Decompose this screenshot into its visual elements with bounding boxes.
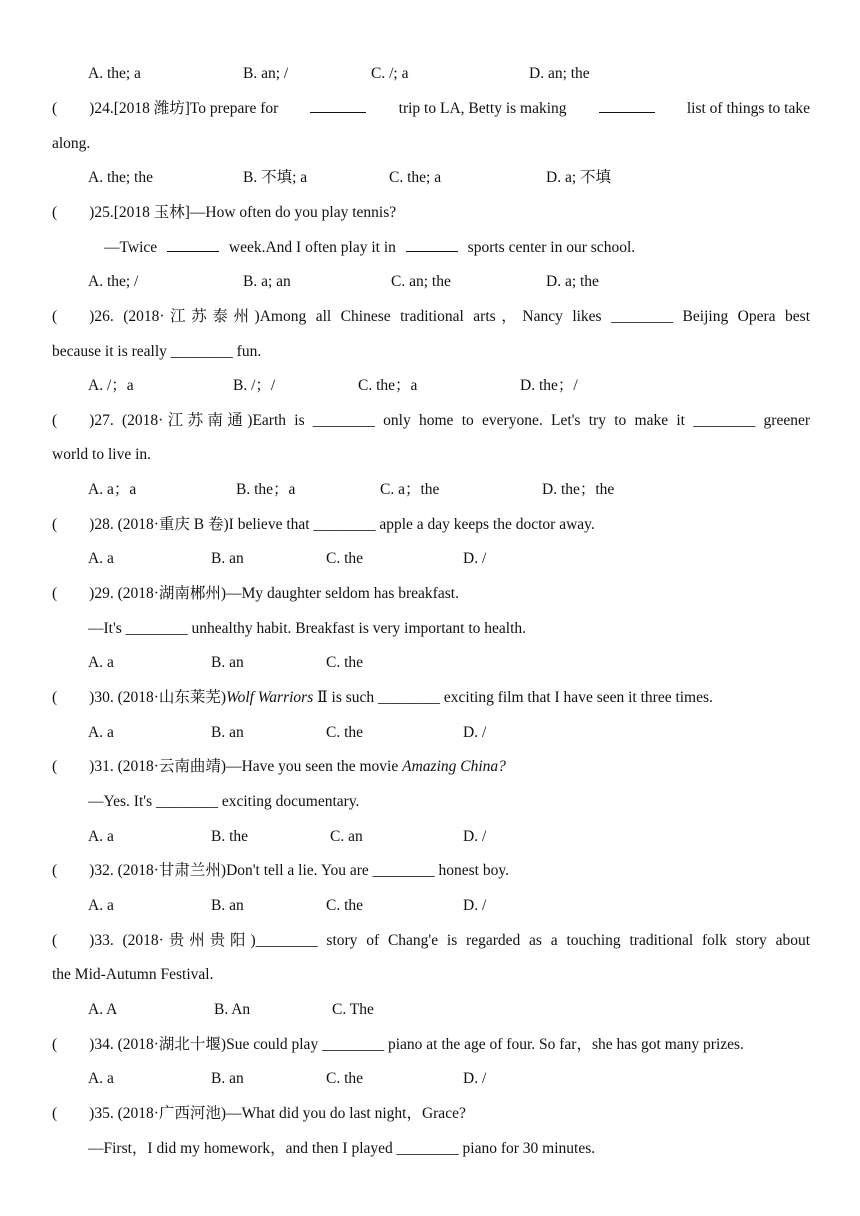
q33-option-a: A. A: [88, 1001, 118, 1018]
q31-option-b: B. the: [211, 828, 249, 845]
q26-option-b: B. /；/: [233, 377, 276, 394]
q26-option-a: A. /；a: [88, 377, 134, 394]
q34-option-c: C. the: [326, 1070, 364, 1087]
q24-continuation: along.: [52, 135, 91, 152]
q23-option-a: A. the; a: [88, 65, 141, 82]
q26-option-d: D. the；/: [520, 377, 578, 394]
q27-option-a: A. a；a: [88, 481, 137, 498]
q33-option-c: C. The: [332, 1001, 374, 1018]
q24-text-2: trip to LA, Betty is making: [398, 100, 567, 117]
q30-stem: [52, 688, 810, 708]
q34-option-a: A. a: [88, 1070, 114, 1087]
q30-text-rest: Ⅱ is such ________ exciting film that I have seen it three times.: [313, 689, 713, 706]
q29-open-paren: (: [52, 585, 58, 602]
q27-option-b: B. the；a: [236, 481, 296, 498]
q28-text: )28. (2018·重庆 B 卷)I believe that ________ apple a day keeps the doctor away.: [89, 516, 595, 533]
q26-text: )26. (2018·江苏泰州)Among all Chinese traditional arts，Nancy likes ________ Beijing Opera best: [89, 308, 810, 325]
q25-blank-2: [406, 238, 458, 252]
q31-text: )31. (2018·云南曲靖)—Have you seen the movie: [89, 758, 403, 775]
q24-stem: [52, 99, 810, 119]
q25-option-c: C. an; the: [391, 273, 451, 290]
q29-stem: [52, 584, 810, 604]
q26-stem: [52, 307, 810, 327]
q31-reply: —Yes. It's ________ exciting documentary.: [88, 793, 360, 810]
q23-option-b: B. an; /: [243, 65, 289, 82]
q29-option-b: B. an: [211, 654, 244, 671]
q34-open-paren: (: [52, 1036, 58, 1053]
q25-reply: [104, 238, 635, 258]
q32-text: )32. (2018·甘肃兰州)Don't tell a lie. You are ________ honest boy.: [89, 862, 509, 879]
q24-text-3: list of things to take: [686, 100, 810, 117]
q35-open-paren: (: [52, 1105, 58, 1122]
q28-option-b: B. an: [211, 550, 244, 567]
q33-continuation: the Mid-Autumn Festival.: [52, 966, 214, 983]
q25-option-a: A. the; /: [88, 273, 139, 290]
q31-option-d: D. /: [463, 828, 487, 845]
q25-reply-3: sports center in our school.: [467, 239, 636, 256]
q24-blank-1: [310, 99, 366, 113]
q27-option-d: D. the；the: [542, 481, 615, 498]
q28-option-a: A. a: [88, 550, 114, 567]
q30-option-b: B. an: [211, 724, 244, 741]
q31-open-paren: (: [52, 758, 58, 775]
q29-option-c: C. the: [326, 654, 364, 671]
q29-option-a: A. a: [88, 654, 114, 671]
q33-text: )33. (2018·贵州贵阳)________ story of Chang'e is regarded as a touching traditional folk story about: [89, 932, 810, 949]
q24-open-paren: (: [52, 100, 58, 117]
q24-blank-2: [599, 99, 655, 113]
q23-option-d: D. an; the: [529, 65, 590, 82]
q35-text: )35. (2018·广西河池)—What did you do last night，Grace?: [89, 1105, 466, 1122]
q31-option-c: C. an: [330, 828, 363, 845]
q25-open-paren: (: [52, 204, 58, 221]
q32-option-b: B. an: [211, 897, 244, 914]
q25-reply-2: week.And I often play it in: [228, 239, 396, 256]
q24-option-d: D. a; 不填: [546, 169, 612, 186]
q34-text: )34. (2018·湖北十堰)Sue could play ________ piano at the age of four. So far，she has got many prizes.: [89, 1036, 744, 1053]
q28-option-c: C. the: [326, 550, 364, 567]
q30-title-italic: Wolf Warriors: [226, 689, 314, 706]
q32-stem: [52, 861, 810, 881]
q27-continuation: world to live in.: [52, 446, 152, 463]
q33-stem: [52, 931, 810, 951]
q26-continuation: because it is really ________ fun.: [52, 343, 262, 360]
q26-option-c: C. the；a: [358, 377, 418, 394]
q30-option-a: A. a: [88, 724, 114, 741]
q28-open-paren: (: [52, 516, 58, 533]
q33-open-paren: (: [52, 932, 58, 949]
q27-text: )27. (2018·江苏南通)Earth is ________ only home to everyone. Let's try to make it ________ greener: [89, 412, 810, 429]
q30-option-d: D. /: [463, 724, 487, 741]
q25-option-b: B. a; an: [243, 273, 291, 290]
q28-option-d: D. /: [463, 550, 487, 567]
q31-stem: [52, 757, 810, 777]
q24-option-b: B. 不填; a: [243, 169, 308, 186]
q23-option-c: C. /; a: [371, 65, 409, 82]
q30-open-paren: (: [52, 689, 58, 706]
q25-text: )25.[2018 玉林]—How often do you play tennis?: [89, 204, 397, 221]
q35-reply: —First，I did my homework，and then I played ________ piano for 30 minutes.: [88, 1140, 596, 1157]
q34-option-b: B. an: [211, 1070, 244, 1087]
q34-stem: [52, 1035, 810, 1055]
q32-open-paren: (: [52, 862, 58, 879]
q29-reply: —It's ________ unhealthy habit. Breakfast is very important to health.: [88, 620, 526, 637]
q27-open-paren: (: [52, 412, 58, 429]
q25-blank-1: [167, 238, 219, 252]
q31-title-italic: Amazing China?: [402, 758, 506, 775]
q32-option-d: D. /: [463, 897, 487, 914]
q34-option-d: D. /: [463, 1070, 487, 1087]
q24-text-1: )24.[2018 潍坊]To prepare for: [89, 100, 279, 117]
q29-text: )29. (2018·湖南郴州)—My daughter seldom has breakfast.: [89, 585, 459, 602]
q27-option-c: C. a；the: [380, 481, 440, 498]
q25-reply-1: —Twice: [104, 239, 158, 256]
q25-stem: [52, 203, 810, 223]
q24-option-a: A. the; the: [88, 169, 153, 186]
q24-option-c: C. the; a: [389, 169, 442, 186]
q30-text: )30. (2018·山东莱芜): [89, 689, 227, 706]
q27-stem: [52, 411, 810, 431]
q26-open-paren: (: [52, 308, 58, 325]
q30-option-c: C. the: [326, 724, 364, 741]
q33-option-b: B. An: [214, 1001, 251, 1018]
q32-option-a: A. a: [88, 897, 114, 914]
q31-option-a: A. a: [88, 828, 114, 845]
q28-stem: [52, 515, 810, 535]
q32-option-c: C. the: [326, 897, 364, 914]
q25-option-d: D. a; the: [546, 273, 599, 290]
q35-stem: [52, 1104, 810, 1124]
